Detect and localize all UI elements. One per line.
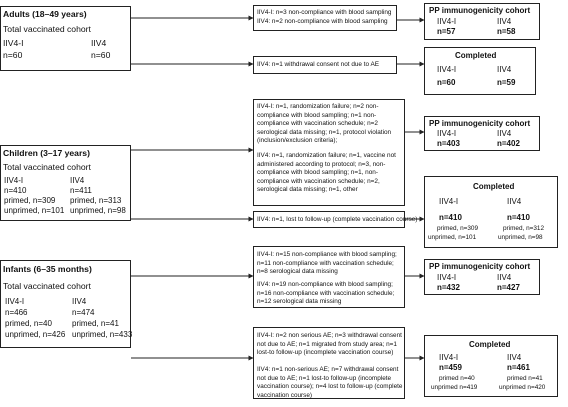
infants-completed-box bbox=[424, 335, 558, 397]
adults-exclusion-withdraw-box bbox=[253, 56, 397, 74]
children-exclusion-lost-box bbox=[253, 211, 418, 228]
children-completed-col1-primed: primed, n=309 bbox=[437, 225, 479, 232]
adults-col2-label: IIV4 bbox=[91, 38, 107, 48]
infants-col1-primed: primed, n=40 bbox=[5, 319, 52, 328]
infants-pp-title: PP immunogenicity cohort bbox=[429, 262, 531, 271]
infants-col2-n: n=474 bbox=[72, 308, 95, 317]
adults-col1-label: IIV4-I bbox=[3, 38, 24, 48]
adults-exclusion-withdraw-line1: IIV4: n=1 withdrawal consent not due to AE bbox=[257, 61, 380, 68]
adults-pp-col2-label: IIV4 bbox=[497, 17, 512, 26]
infants-pp-col2-label: IIV4 bbox=[497, 273, 512, 282]
adults-pp-col1-label: IIV4-I bbox=[437, 17, 457, 26]
infants-col2-unprimed: unprimed, n=433 bbox=[72, 330, 133, 339]
infants-col2-primed: primed, n=41 bbox=[72, 319, 119, 328]
children-pp-col1-label: IIV4-I bbox=[437, 129, 457, 138]
infants-completed-col1-label: IIV4-I bbox=[439, 353, 459, 362]
adults-completed-col2-label: IIV4 bbox=[497, 65, 512, 74]
children-pp-box bbox=[424, 116, 540, 151]
infants-completed-col1-unprimed: unprimed n=419 bbox=[431, 384, 478, 391]
children-completed-title: Completed bbox=[473, 182, 515, 191]
infants-exclusion-withdraw-box bbox=[253, 327, 405, 399]
infants-col1-n: n=466 bbox=[5, 308, 28, 317]
children-col1-n: n=410 bbox=[4, 186, 27, 195]
infants-cohort-box bbox=[0, 260, 131, 348]
adults-exclusion-pp-line1: IIV4-I: n=3 non-compliance with blood sampling bbox=[257, 9, 392, 16]
children-title: Children (3–17 years) bbox=[3, 148, 90, 158]
infants-cohort-label: Total vaccinated cohort bbox=[3, 281, 91, 291]
adults-completed-col2-n: n=59 bbox=[497, 78, 516, 87]
infants-completed-col2-primed: primed n=41 bbox=[507, 375, 543, 382]
infants-pp-col2-n: n=427 bbox=[497, 283, 520, 292]
infants-col2-label: IIV4 bbox=[72, 297, 87, 306]
children-exclusion-pp-text1: IIV4-I: n=1, randomization failure; n=2 non-compliance with blood sampling; n=1 non-compliance with vaccination schedule; n=2 serological data missing; n=1, protocol violation (inclusion/exclusion criteria); bbox=[257, 103, 392, 144]
adults-title: Adults (18–49 years) bbox=[3, 9, 87, 19]
adults-pp-box bbox=[424, 3, 540, 40]
children-col2-primed: primed, n=313 bbox=[70, 196, 122, 205]
infants-pp-col1-label: IIV4-I bbox=[437, 273, 457, 282]
children-exclusion-pp-box bbox=[253, 99, 405, 206]
children-completed-col2-n: n=410 bbox=[507, 213, 530, 222]
children-completed-col2-primed: primed, n=312 bbox=[503, 225, 545, 232]
children-cohort-box bbox=[0, 145, 131, 221]
children-completed-col2-label: IIV4 bbox=[507, 197, 522, 206]
infants-exclusion-pp-box bbox=[253, 246, 405, 308]
adults-col1-n: n=60 bbox=[3, 50, 23, 60]
adults-completed-title: Completed bbox=[455, 51, 497, 60]
infants-completed-col1-n: n=459 bbox=[439, 363, 462, 372]
infants-title: Infants (6–35 months) bbox=[3, 264, 92, 274]
children-col1-label: IIV4-I bbox=[4, 176, 24, 185]
children-col2-unprimed: unprimed, n=98 bbox=[70, 206, 126, 215]
adults-pp-title: PP immunogenicity cohort bbox=[429, 6, 531, 15]
infants-col1-unprimed: unprimed, n=426 bbox=[5, 330, 66, 339]
adults-pp-col2-n: n=58 bbox=[497, 27, 516, 36]
adults-cohort-box bbox=[0, 6, 131, 71]
children-col1-primed: primed, n=309 bbox=[4, 196, 56, 205]
children-exclusion-pp-text2: IIV4: n=1, randomization failure; n=1, vaccine not administered according to protocol; n=3, non-compliance with blood sampling; n=1, non-compliance with vaccination schedule; n=2, serological data missing; n=1, other bbox=[257, 152, 396, 193]
adults-exclusion-pp-line2: IIV4: n=2 non-compliance with blood sampling bbox=[257, 18, 388, 25]
children-exclusion-lost-line1: IIV4: n=1, lost to follow-up (complete vaccination course) bbox=[257, 216, 418, 223]
children-completed-col1-n: n=410 bbox=[439, 213, 462, 222]
adults-pp-col1-n: n=57 bbox=[437, 27, 456, 36]
infants-exclusion-pp-text1: IIV4-I: n=15 non-compliance with blood sampling; n=11 non-compliance with vaccination schedule; n=8 serological data missing bbox=[257, 251, 397, 275]
children-pp-col2-n: n=402 bbox=[497, 139, 520, 148]
children-pp-col2-label: IIV4 bbox=[497, 129, 512, 138]
children-col2-n: n=411 bbox=[70, 186, 92, 195]
infants-completed-title: Completed bbox=[469, 340, 511, 349]
adults-exclusion-pp-box bbox=[253, 5, 397, 31]
children-completed-col2-unprimed: unprimed, n=98 bbox=[498, 234, 543, 241]
adults-col2-n: n=60 bbox=[91, 50, 111, 60]
infants-pp-box bbox=[424, 259, 540, 295]
children-cohort-label: Total vaccinated cohort bbox=[3, 162, 91, 172]
infants-pp-col1-n: n=432 bbox=[437, 283, 460, 292]
children-completed-col1-unprimed: unprimed, n=101 bbox=[428, 234, 477, 241]
infants-completed-col1-primed: primed n=40 bbox=[439, 375, 475, 382]
infants-completed-col2-n: n=461 bbox=[507, 363, 530, 372]
infants-exclusion-withdraw-text1: IIV4-I: n=2 non serious AE; n=3 withdrawal consent not due to AE; n=1 migrated from study area; n=1 lost-to follow-up (incomplete vaccination course) bbox=[257, 332, 402, 356]
infants-exclusion-withdraw-text2: IIV4: n=1 non-serious AE; n=7 withdrawal consent not due to AE; n=1 lost-to follow-up (incomplete vaccination course); n=4 lost to follow-up (complete vaccination course) bbox=[257, 366, 403, 399]
infants-exclusion-pp-text2: IIV4: n=19 non-compliance with blood sampling; n=16 non-compliance with vaccination schedule; n=12 serological data missing bbox=[257, 281, 395, 305]
infants-completed-col2-unprimed: unprimed n=420 bbox=[499, 384, 546, 391]
children-completed-col1-label: IIV4-I bbox=[439, 197, 459, 206]
infants-completed-col2-label: IIV4 bbox=[507, 353, 522, 362]
adults-completed-box bbox=[424, 47, 536, 95]
adults-cohort-label: Total vaccinated cohort bbox=[3, 24, 91, 34]
children-col1-unprimed: unprimed, n=101 bbox=[4, 206, 65, 215]
adults-completed-col1-n: n=60 bbox=[437, 78, 456, 87]
children-pp-col1-n: n=403 bbox=[437, 139, 460, 148]
children-completed-box bbox=[424, 176, 558, 248]
adults-completed-col1-label: IIV4-I bbox=[437, 65, 457, 74]
children-col2-label: IIV4 bbox=[70, 176, 85, 185]
infants-col1-label: IIV4-I bbox=[5, 297, 25, 306]
children-pp-title: PP immunogenicity cohort bbox=[429, 119, 531, 128]
